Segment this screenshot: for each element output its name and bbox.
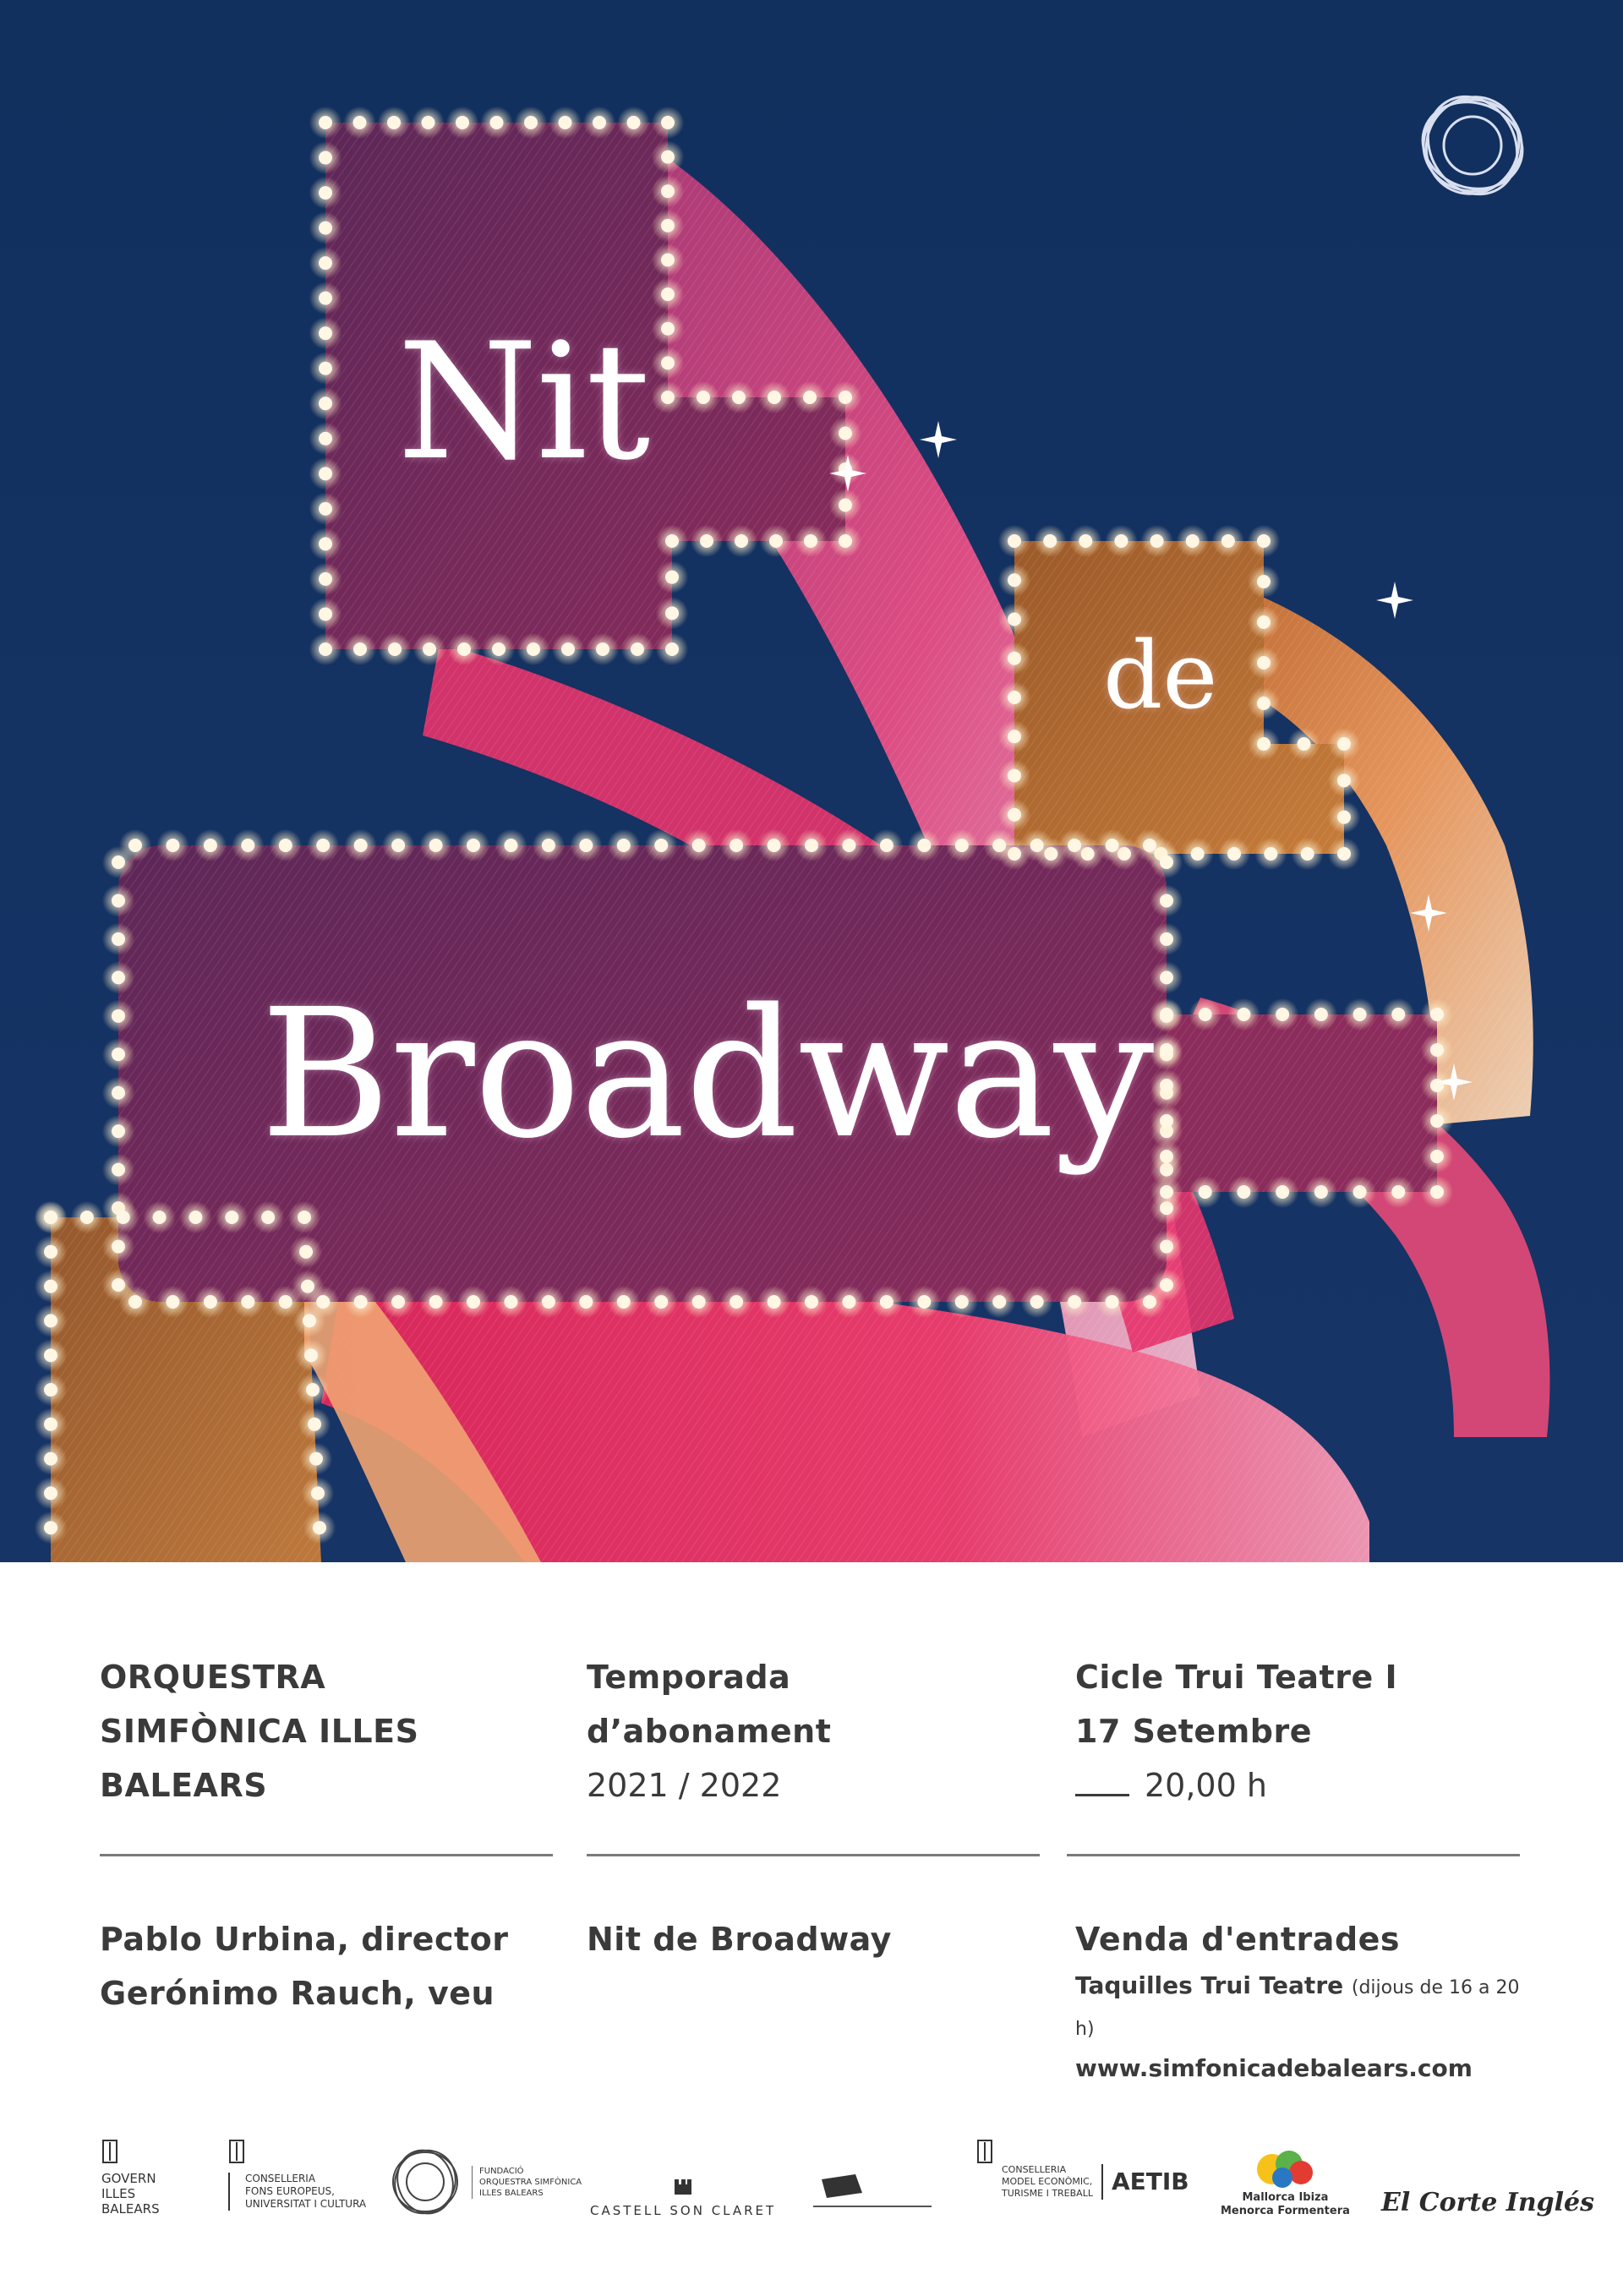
marquee-bulb — [1008, 613, 1021, 626]
marquee-bulb — [1008, 652, 1021, 665]
govern-logo — [101, 2139, 160, 2217]
marquee-bulb — [387, 116, 401, 129]
marquee-bulb — [299, 1245, 313, 1259]
ministerio-emblem-icon — [813, 2173, 932, 2213]
marquee-bulb — [665, 642, 679, 656]
marquee-bulb — [313, 1521, 326, 1534]
organizer-line-3: BALEARS — [100, 1767, 268, 1804]
marquee-bulb — [319, 502, 332, 516]
marquee-bulb — [1430, 1185, 1444, 1199]
marquee-bulb — [768, 839, 781, 852]
conselleria-model-shield-icon — [976, 2139, 993, 2164]
fundacio-line-1: FUNDACIÓ — [479, 2166, 524, 2176]
season-block — [587, 1650, 1043, 1812]
marquee-bulb — [1257, 534, 1271, 548]
marquee-bulb — [1079, 534, 1092, 548]
marquee-bulb — [279, 1295, 292, 1309]
marquee-bulb — [1008, 534, 1021, 548]
mallorca-line-2: Menorca Formentera — [1221, 2205, 1350, 2217]
performers-block — [100, 1912, 556, 2020]
marquee-bulb — [44, 1521, 57, 1534]
marquee-bulb — [1221, 534, 1235, 548]
marquee-bulb — [309, 1452, 323, 1466]
marquee-bulb — [112, 894, 125, 907]
time-dash — [1075, 1794, 1129, 1796]
conselleria-shield-icon — [228, 2139, 245, 2164]
marquee-bulb — [579, 839, 593, 852]
govern-line-1: GOVERN — [101, 2171, 156, 2186]
marquee-bulb — [319, 116, 332, 129]
marquee-bulb — [354, 839, 368, 852]
marquee-bulb — [617, 839, 631, 852]
marquee-bulb — [1353, 1185, 1367, 1199]
performer-voice: Gerónimo Rauch, veu — [100, 1975, 495, 2012]
marquee-bulb — [1106, 1295, 1119, 1309]
marquee-bulb — [697, 391, 710, 404]
mallorca-line-1: Mallorca Ibiza — [1242, 2191, 1329, 2204]
mallorca-logo — [1221, 2147, 1350, 2218]
marquee-bulb — [661, 184, 675, 198]
marquee-bulb — [153, 1211, 167, 1224]
marquee-bulb — [319, 642, 332, 656]
marquee-bulb — [1160, 1240, 1173, 1254]
conselleria-cultura-line-1: CONSELLERIA — [245, 2173, 316, 2184]
marquee-bulb — [692, 839, 706, 852]
marquee-bulb — [803, 391, 817, 404]
marquee-bulb — [1030, 839, 1044, 852]
marquee-bulb — [429, 1295, 443, 1309]
marquee-bulb — [1199, 1008, 1212, 1021]
marquee-bulb — [112, 1086, 125, 1100]
marquee-bulb — [527, 642, 540, 656]
marquee-bulb — [768, 1295, 781, 1309]
fundacio-emblem-icon — [387, 2144, 463, 2220]
govern-line-2: ILLES — [101, 2186, 136, 2201]
marquee-bulb — [319, 572, 332, 586]
marquee-bulb — [732, 391, 746, 404]
marquee-bulb — [1353, 1008, 1367, 1021]
program-block — [587, 1912, 1043, 1966]
marquee-bulb — [1030, 1295, 1044, 1309]
marquee-bulb — [241, 839, 254, 852]
season-label-2: d’abonament — [587, 1713, 832, 1750]
event-date: 17 Setembre — [1075, 1713, 1312, 1750]
conselleria-model-line-3: TURISME I TREBALL — [1002, 2188, 1093, 2199]
marquee-bulb — [665, 606, 679, 620]
marquee-bulb — [354, 1295, 368, 1309]
marquee-bulb — [561, 642, 575, 656]
marquee-bulb — [730, 1295, 743, 1309]
marquee-bulb — [735, 534, 748, 548]
marquee-bulb — [579, 1295, 593, 1309]
marquee-bulb — [1160, 1150, 1173, 1163]
marquee-bulb — [80, 1211, 94, 1224]
marquee-bulb — [1160, 932, 1173, 946]
conselleria-cultura-line-2: FONS EUROPEUS, — [245, 2185, 335, 2197]
marquee-bulb — [654, 1295, 668, 1309]
marquee-bulb — [617, 1295, 631, 1309]
marquee-bulb — [311, 1486, 325, 1500]
tickets-box-office-hours: (dijous de 16 a 20 h) — [1075, 1977, 1520, 2040]
event-time: 20,00 h — [1145, 1767, 1267, 1804]
marquee-bulb — [1043, 534, 1057, 548]
marquee-bulb — [225, 1211, 238, 1224]
castell-tower-icon — [673, 2179, 693, 2195]
tickets-block — [1075, 1912, 1532, 2088]
marquee-bulb — [422, 116, 435, 129]
marquee-bulb — [457, 642, 471, 656]
marquee-bulb — [319, 537, 332, 550]
marquee-bulb — [1150, 534, 1164, 548]
title-de: de — [1103, 621, 1218, 730]
marquee-bulb — [917, 839, 931, 852]
marquee-bulb — [319, 326, 332, 340]
marquee-bulb — [1143, 1295, 1156, 1309]
marquee-bulb — [204, 1295, 217, 1309]
divider-right — [1067, 1854, 1520, 1856]
marquee-bulb — [1160, 1114, 1173, 1128]
organizer-line-2: SIMFÒNICA ILLES — [100, 1713, 419, 1750]
marquee-bulb — [303, 1314, 316, 1327]
marquee-bulb — [44, 1486, 57, 1500]
conselleria-cultura-line-3: UNIVERSITAT I CULTURA — [245, 2198, 367, 2210]
marquee-bulb — [319, 292, 332, 305]
marquee-bulb — [298, 1211, 311, 1224]
marquee-bulb — [204, 839, 217, 852]
marquee-bulb — [261, 1211, 275, 1224]
marquee-bulb — [1160, 1185, 1173, 1199]
ministerio-logo — [813, 2173, 932, 2217]
marquee-bulb — [1430, 1008, 1444, 1021]
marquee-bulb — [1191, 847, 1205, 861]
conselleria-model-line-2: MODEL ECONÒMIC, — [1002, 2176, 1093, 2187]
marquee-bulb — [654, 839, 668, 852]
organizer-line-1: ORQUESTRA — [100, 1659, 326, 1696]
marquee-bulb — [700, 534, 713, 548]
marquee-bulb — [1257, 656, 1271, 670]
marquee-bulb — [1008, 573, 1021, 587]
marquee-bulb — [316, 839, 330, 852]
marquee-bulb — [1257, 697, 1271, 710]
marquee-bulb — [661, 356, 675, 369]
fundacio-line-2: ORQUESTRA SIMFÒNICA — [479, 2177, 582, 2187]
marquee-bulb — [44, 1418, 57, 1431]
marquee-bulb — [1008, 808, 1021, 822]
fundacio-logo — [387, 2144, 582, 2220]
info-panel — [0, 1562, 1623, 2296]
title-nit: Nit — [397, 309, 649, 495]
corte-ingles-text: El Corte Inglés — [1381, 2188, 1594, 2217]
marquee-bulb — [319, 186, 332, 200]
marquee-bulb — [1008, 769, 1021, 783]
marquee-bulb — [1337, 811, 1351, 824]
marquee-bulb — [1068, 839, 1081, 852]
marquee-bulb — [304, 1348, 318, 1362]
marquee-bulb — [1391, 1008, 1405, 1021]
marquee-bulb — [992, 1295, 1006, 1309]
marquee-bulb — [1257, 615, 1271, 629]
marquee-bulb — [661, 391, 675, 404]
marquee-bulb — [1237, 1008, 1250, 1021]
event-block — [1075, 1650, 1532, 1812]
marquee-bulb — [456, 116, 469, 129]
marquee-bulb — [1008, 730, 1021, 743]
castell-logo — [590, 2179, 776, 2218]
marquee-bulb — [44, 1452, 57, 1466]
marquee-bulb — [44, 1314, 57, 1327]
marquee-bulb — [319, 432, 332, 446]
marquee-bulb — [166, 839, 179, 852]
marquee-bulb — [1186, 534, 1199, 548]
marquee-bulb — [1237, 1185, 1250, 1199]
season-label-1: Temporada — [587, 1659, 791, 1696]
organizer-block — [100, 1650, 556, 1812]
conselleria-model-line-1: CONSELLERIA — [1002, 2164, 1067, 2175]
marquee-bulb — [917, 1295, 931, 1309]
marquee-bulb — [661, 287, 675, 301]
corte-ingles-logo — [1381, 2188, 1594, 2217]
tickets-heading: Venda d'entrades — [1075, 1921, 1401, 1958]
marquee-bulb — [1276, 1185, 1289, 1199]
marquee-bulb — [117, 1211, 130, 1224]
marquee-bulb — [308, 1418, 321, 1431]
marquee-bulb — [112, 932, 125, 946]
marquee-bulb — [319, 362, 332, 375]
marquee-bulb — [319, 256, 332, 270]
marquee-bulb — [306, 1383, 320, 1397]
marquee-bulb — [44, 1245, 57, 1259]
marquee-bulb — [524, 116, 538, 129]
marquee-bulb — [596, 642, 609, 656]
marquee-bulb — [1337, 847, 1351, 861]
marquee-bulb — [1114, 534, 1128, 548]
marquee-bulb — [1160, 856, 1173, 869]
marquee-bulb — [128, 1295, 142, 1309]
castell-text: CASTELL SON CLARET — [590, 2203, 777, 2218]
conselleria-model-logo — [976, 2139, 1189, 2200]
marquee-bulb — [319, 151, 332, 165]
marquee-bulb — [423, 642, 436, 656]
marquee-bulb — [661, 150, 675, 164]
marquee-bulb — [880, 1295, 893, 1309]
mallorca-color-icon — [1238, 2147, 1331, 2188]
fundacio-line-3: ILLES BALEARS — [479, 2188, 544, 2198]
marquee-bulb — [839, 427, 852, 440]
marquee-bulb — [661, 116, 675, 129]
marquee-bulb — [1160, 1008, 1173, 1021]
conselleria-cultura-logo — [228, 2139, 366, 2211]
marquee-bulb — [112, 1240, 125, 1254]
marquee-bulb — [665, 534, 679, 548]
marquee-bulb — [842, 1295, 855, 1309]
marquee-bulb — [842, 839, 855, 852]
marquee-bulb — [661, 254, 675, 267]
marquee-bulb — [1337, 737, 1351, 751]
marquee-bulb — [955, 1295, 969, 1309]
marquee-bulb — [112, 1124, 125, 1138]
marquee-bulb — [805, 839, 818, 852]
marquee-bulb — [692, 1295, 706, 1309]
marquee-bulb — [44, 1211, 57, 1224]
season-years: 2021 / 2022 — [587, 1767, 782, 1804]
marquee-bulb — [1257, 575, 1271, 588]
marquee-bulb — [627, 116, 641, 129]
marquee-bulb — [992, 839, 1006, 852]
marquee-bulb — [353, 642, 367, 656]
marquee-bulb — [504, 1295, 517, 1309]
marquee-bulb — [593, 116, 606, 129]
marquee-bulb — [467, 839, 480, 852]
marquee-bulb — [1160, 1278, 1173, 1292]
marquee-bulb — [504, 839, 517, 852]
marquee-bulb — [319, 396, 332, 410]
tickets-website[interactable]: www.simfonicadebalears.com — [1075, 2054, 1473, 2082]
govern-shield-icon — [101, 2139, 118, 2164]
marquee-bulb — [112, 1047, 125, 1061]
marquee-bulb — [391, 839, 405, 852]
marquee-bulb — [1160, 1043, 1173, 1057]
marquee-bulb — [1314, 1185, 1328, 1199]
marquee-bulb — [1314, 1008, 1328, 1021]
marquee-bulb — [1301, 847, 1314, 861]
tickets-box-office-row — [1075, 1966, 1532, 2049]
event-time-row — [1075, 1758, 1532, 1812]
marquee-bulb — [1276, 1008, 1289, 1021]
marquee-bulb — [112, 1009, 125, 1023]
divider-left — [100, 1854, 553, 1856]
marquee-bulb — [1430, 1043, 1444, 1057]
marquee-bulb — [319, 607, 332, 620]
marquee-bulb — [467, 1295, 480, 1309]
marquee-bulb — [1199, 1185, 1212, 1199]
performer-director: Pablo Urbina, director — [100, 1921, 509, 1958]
marquee-bulb — [1227, 847, 1241, 861]
marquee-bulb — [1160, 894, 1173, 907]
aetib-text: AETIB — [1111, 2168, 1189, 2195]
marquee-bulb — [492, 642, 505, 656]
marquee-bulb — [112, 970, 125, 984]
marquee-bulb — [166, 1295, 179, 1309]
marquee-bulb — [880, 839, 893, 852]
marquee-bulb — [1160, 970, 1173, 984]
marquee-bulb — [241, 1295, 254, 1309]
tickets-box-office: Taquilles Trui Teatre — [1075, 1971, 1344, 1999]
marquee-bulb — [1068, 1295, 1081, 1309]
marquee-bulb — [44, 1280, 57, 1293]
marquee-bulb — [559, 116, 572, 129]
event-cycle: Cicle Trui Teatre I — [1075, 1659, 1398, 1696]
marquee-bulb — [1257, 737, 1271, 751]
marquee-bulb — [301, 1280, 314, 1293]
title-broadway: Broadway — [260, 970, 1154, 1178]
marquee-bulb — [128, 839, 142, 852]
marquee-bulb — [542, 839, 555, 852]
marquee-bulb — [631, 642, 644, 656]
marquee-bulb — [112, 1163, 125, 1177]
marquee-bulb — [319, 221, 332, 235]
marquee-bulb — [1298, 737, 1311, 751]
marquee-bulb — [1337, 774, 1351, 787]
marquee-bulb — [839, 391, 852, 404]
marquee-bulb — [1264, 847, 1277, 861]
marquee-bulb — [661, 219, 675, 232]
govern-line-3: BALEARS — [101, 2201, 160, 2217]
marquee-bulb — [1160, 1079, 1173, 1092]
marquee-bulb — [388, 642, 402, 656]
marquee-bulb — [542, 1295, 555, 1309]
marquee-bulb — [44, 1383, 57, 1397]
marquee-bulb — [1143, 839, 1156, 852]
marquee-bulb — [391, 1295, 405, 1309]
marquee-bulb — [661, 322, 675, 336]
marquee-bulb — [1391, 1185, 1405, 1199]
marquee-bulb — [353, 116, 367, 129]
marquee-bulb — [839, 534, 852, 548]
marquee-bulb — [112, 856, 125, 869]
marquee-bulb — [955, 839, 969, 852]
sponsor-logos — [0, 2139, 1623, 2266]
marquee-bulb — [490, 116, 504, 129]
divider-center — [587, 1854, 1040, 1856]
marquee-bulb — [730, 839, 743, 852]
marquee-bulb — [1430, 1150, 1444, 1163]
marquee-bulb — [319, 467, 332, 480]
marquee-bulb — [839, 499, 852, 512]
marquee-bulb — [665, 571, 679, 584]
marquee-bulb — [279, 839, 292, 852]
marquee-bulb — [189, 1211, 202, 1224]
marquee-bulb — [804, 534, 817, 548]
marquee-bulb — [1430, 1114, 1444, 1128]
marquee-bulb — [112, 1278, 125, 1292]
marquee-bulb — [1008, 691, 1021, 704]
marquee-bulb — [768, 391, 781, 404]
marquee-bulb — [1106, 839, 1119, 852]
marquee-bulb — [805, 1295, 818, 1309]
program-title: Nit de Broadway — [587, 1921, 892, 1958]
marquee-bulb — [429, 839, 443, 852]
marquee-bulb — [769, 534, 783, 548]
marquee-bulb — [44, 1348, 57, 1362]
